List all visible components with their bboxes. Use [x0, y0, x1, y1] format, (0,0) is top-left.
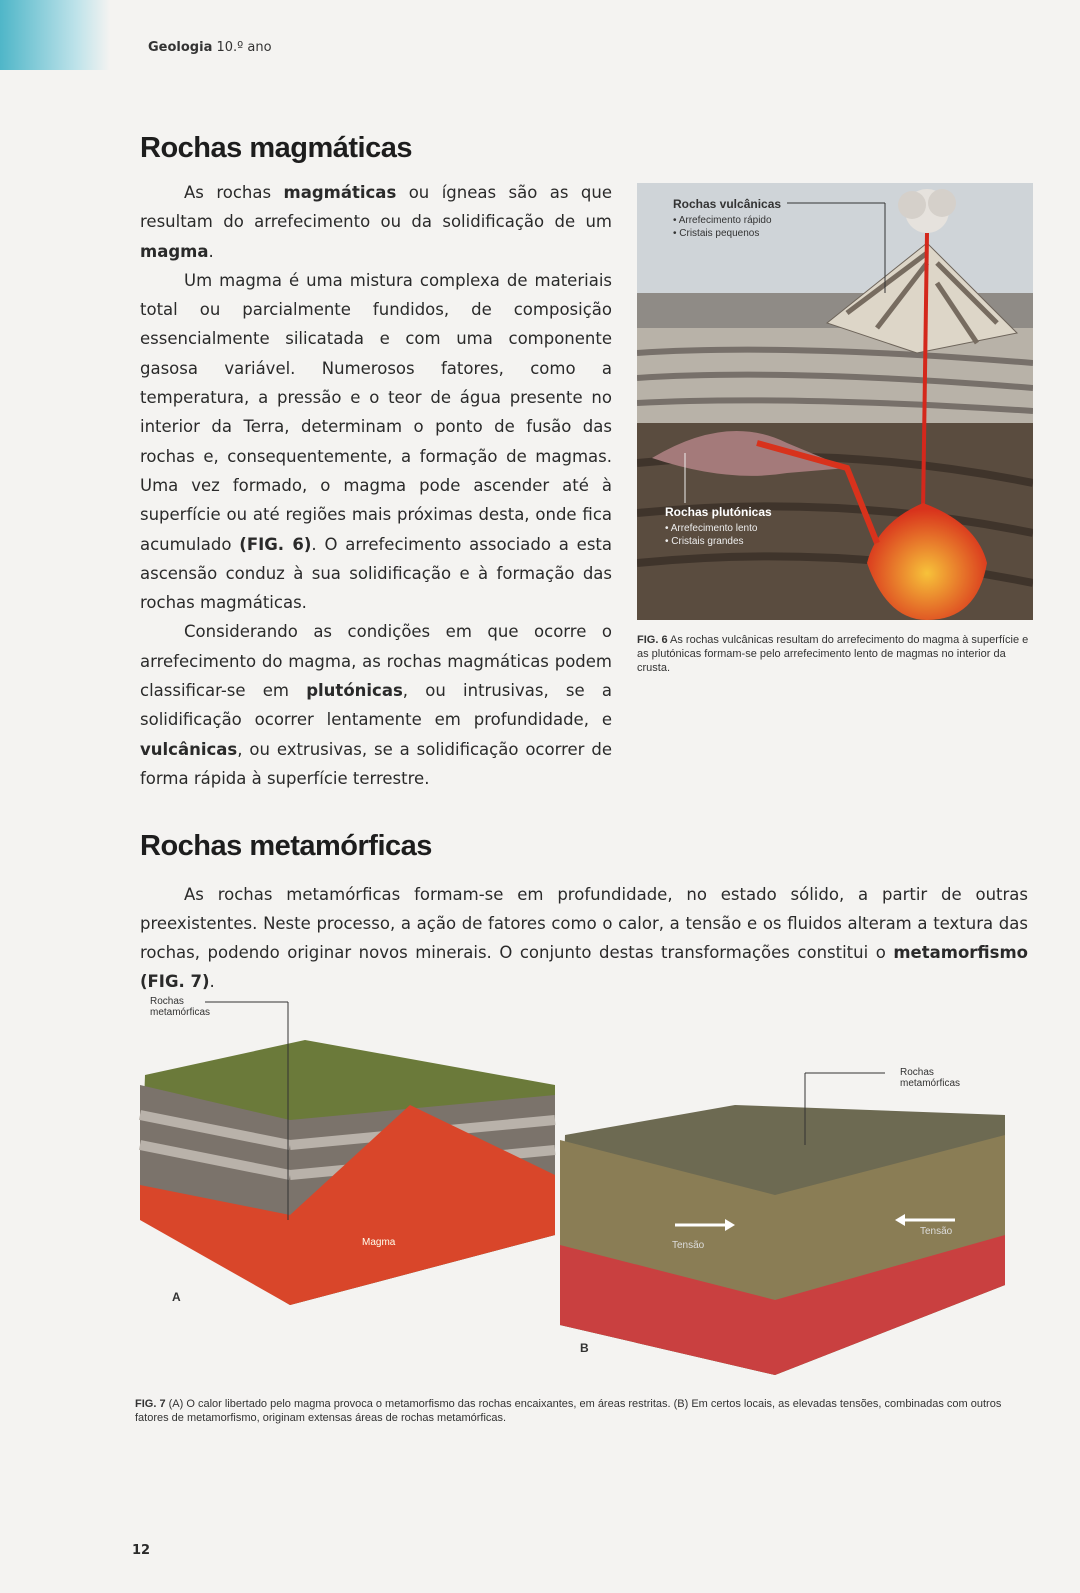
- text-run: As rochas: [184, 183, 284, 202]
- figure-7-illustration: [135, 995, 1025, 1380]
- caption-label: FIG. 6: [637, 634, 668, 646]
- text-run: . O arrefecimento associado a esta ascensão conduz à sua solidificação e à formação das rochas magmáticas.: [140, 534, 613, 613]
- figure-6-caption: [637, 633, 1037, 675]
- text-run: , ou extrusivas, se a solidificação ocorrer de forma rápida à superfície terrestre.: [140, 739, 612, 788]
- paragraph: [140, 178, 612, 266]
- label-plutonic-item: • Cristais grandes: [665, 536, 744, 547]
- text-run: ou ígneas são as que resultam do arrefecimento ou da solidificação de um: [140, 183, 612, 232]
- label-volcanic: Rochas vulcânicas: [673, 197, 782, 211]
- running-header: [148, 40, 272, 55]
- caption-text: (A) O calor libertado pelo magma provoca o metamorfismo das rochas encaixantes, em áreas restritas. (B) Em certos locais, as elevadas tensões, combinadas com outros fatores de metamorfismo, originam extensas áreas de rochas metamórficas.: [135, 1398, 1002, 1424]
- label-tension: Tensão: [672, 1240, 705, 1251]
- bold-term: (FIG. 7): [140, 972, 210, 991]
- page-corner-decoration: [0, 0, 110, 70]
- text-run: .: [208, 241, 214, 261]
- bold-term: magma: [140, 241, 209, 261]
- bold-term: vulcânicas: [140, 739, 238, 759]
- figure-letter-b: B: [580, 1341, 589, 1355]
- year: 10.º ano: [216, 40, 272, 55]
- section-title-magmaticas: Rochas magmáticas: [140, 132, 412, 164]
- text-column-magmaticas: [140, 178, 612, 793]
- label-plutonic: Rochas plutónicas: [665, 505, 772, 519]
- paragraph: [140, 617, 612, 793]
- caption-label: FIG. 7: [135, 1398, 166, 1410]
- text-run: .: [209, 972, 215, 991]
- figure-7-caption: [135, 1397, 1035, 1425]
- label-magma: Magma: [362, 1237, 396, 1248]
- text-metamorficas: [140, 880, 1028, 996]
- text-run: As rochas metamórficas formam-se em profundidade, no estado sólido, a partir de outras preexistentes. Neste processo, a ação de fatores como o calor, a tensão e os fluidos alteram a textura das rochas, podendo originar novos minerais. O conjunto destas transformações constitui o: [140, 885, 1028, 962]
- bold-term: metamorfismo: [893, 943, 1028, 962]
- text-run: Um magma é uma mistura complexa de materiais total ou parcialmente fundidos, de composição essencialmente silicatada e com uma componente gasosa variável. Numerosos fatores, como a temperatura, a pressão e o teor de água presente no interior da Terra, determinam o ponto de fusão das rochas e, consequentemente, a formação de magmas. Uma vez formado, o magma pode ascender até à superfície ou até regiões mais próximas desta, onde fica acumulado: [140, 270, 612, 554]
- text-run: Considerando as condições em que ocorre o arrefecimento do magma, as rochas magmáticas podem classificar-se em: [140, 622, 612, 701]
- label-tension: Tensão: [920, 1226, 953, 1237]
- figure-letter-a: A: [172, 1290, 181, 1304]
- paragraph: [140, 266, 612, 618]
- label-volcanic-item: • Cristais pequenos: [673, 228, 760, 239]
- figure-6-illustration: [637, 183, 1033, 620]
- caption-text: As rochas vulcânicas resultam do arrefecimento do magma à superfície e as plutónicas formam-se pelo arrefecimento lento de magmas no interior da crusta.: [637, 634, 1029, 674]
- subject: Geologia: [148, 40, 213, 55]
- bold-term: magmáticas: [283, 183, 397, 202]
- page-number: 12: [132, 1543, 151, 1558]
- label-volcanic-item: • Arrefecimento rápido: [673, 215, 772, 226]
- text-run: , ou intrusivas, se a solidificação ocorrer lentamente em profundidade, e: [140, 681, 612, 730]
- paragraph: [140, 880, 1028, 996]
- section-title-metamorficas: Rochas metamórficas: [140, 830, 432, 862]
- label-metamorphic-a: Rochas metamórficas: [150, 996, 211, 1018]
- label-metamorphic-b: Rochas metamórficas: [900, 1067, 961, 1089]
- bold-term: (FIG. 6): [239, 534, 312, 554]
- label-plutonic-item: • Arrefecimento lento: [665, 523, 758, 534]
- bold-term: plutónicas: [306, 681, 403, 701]
